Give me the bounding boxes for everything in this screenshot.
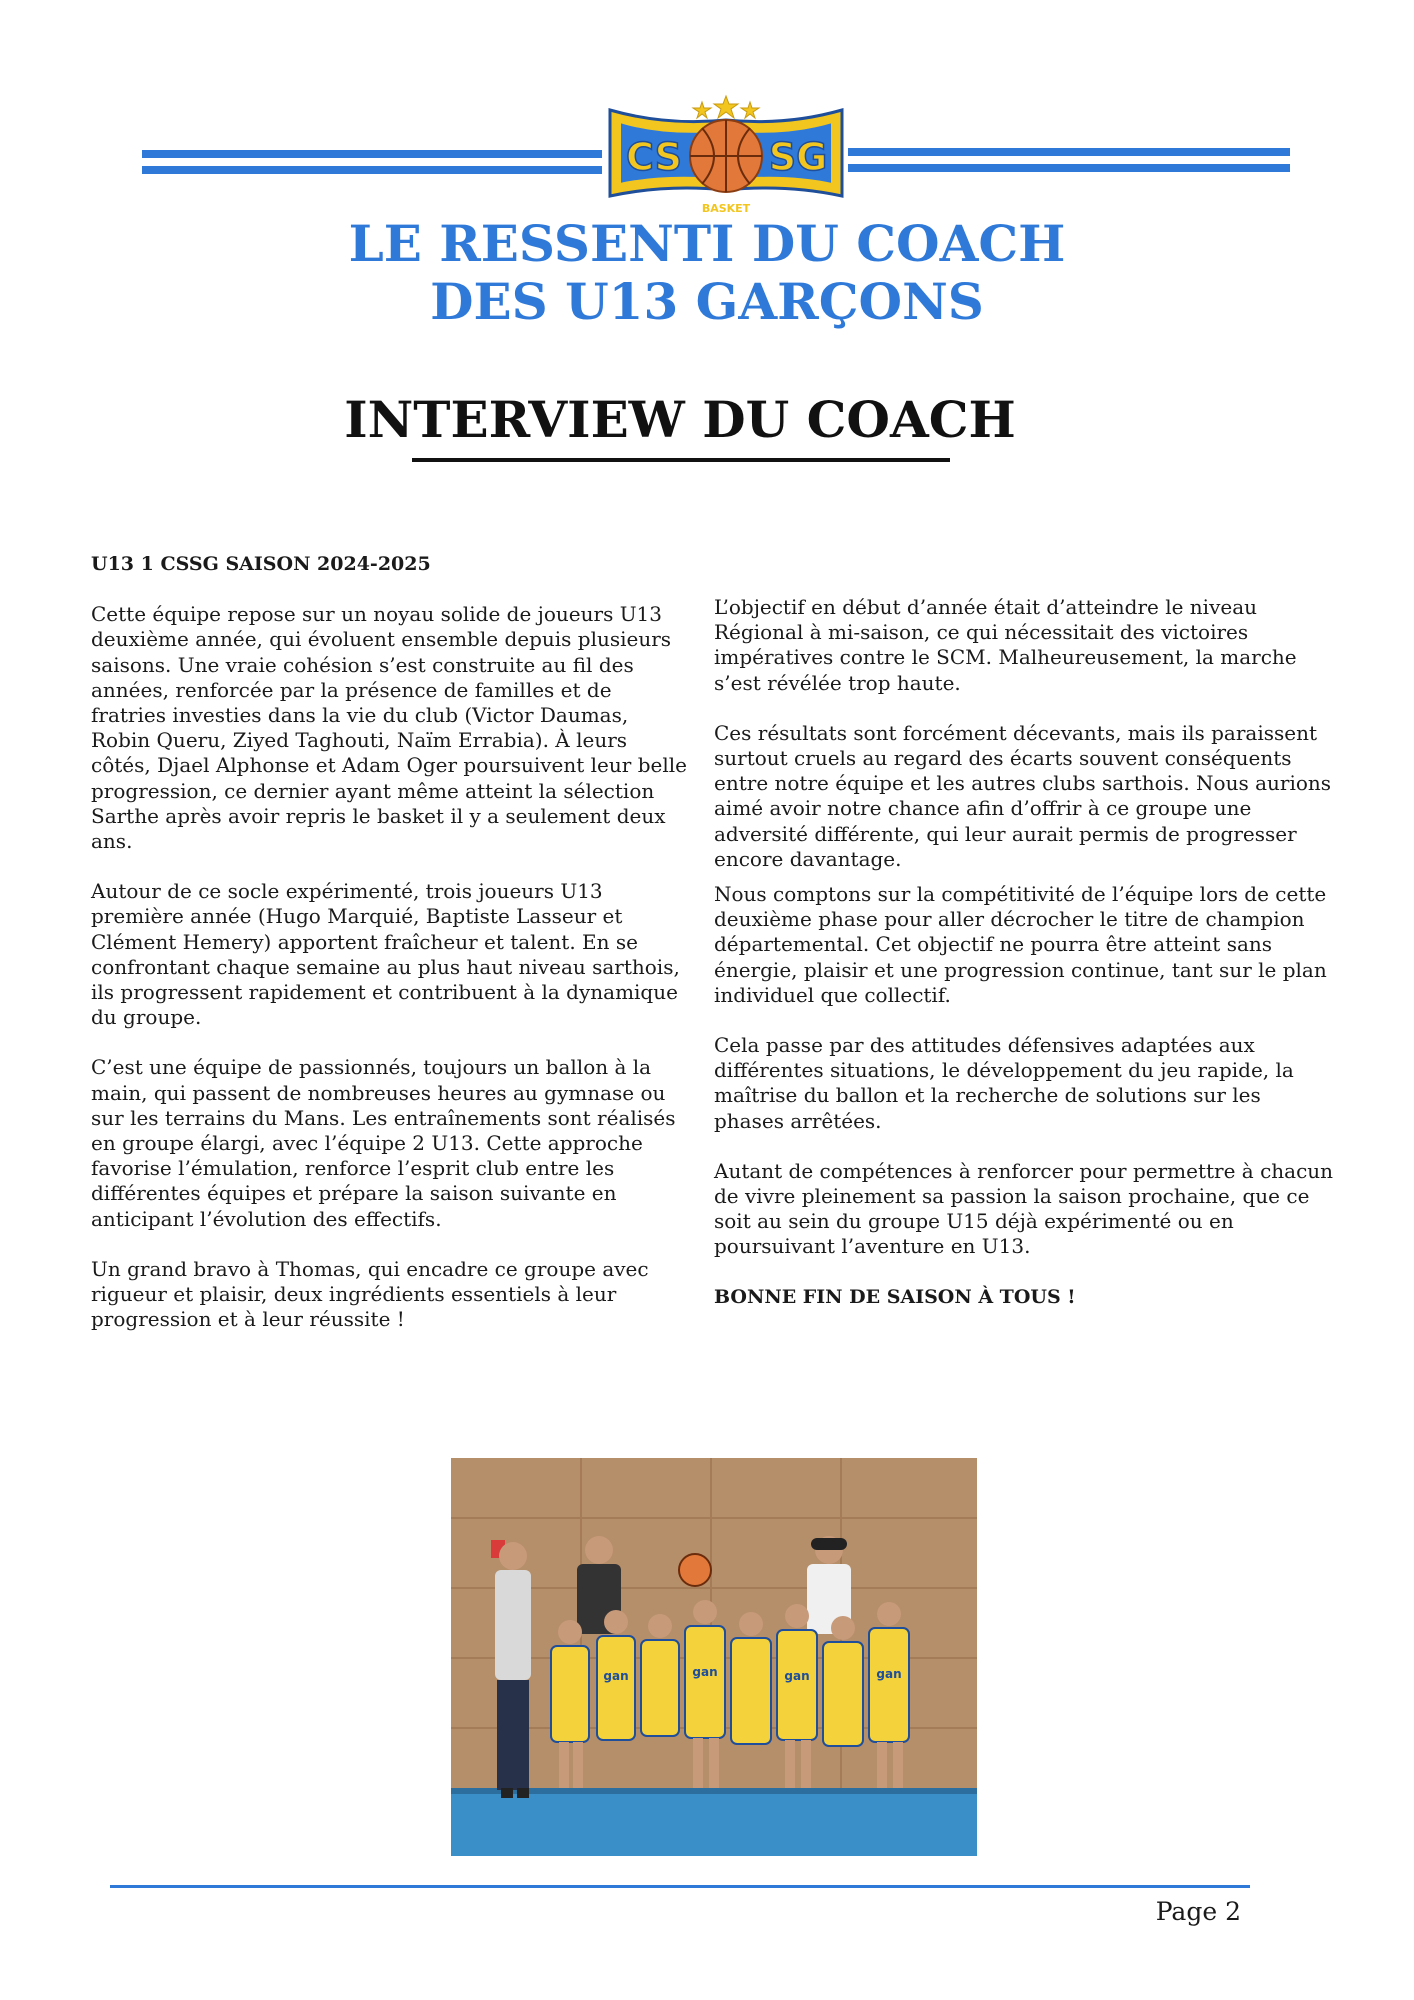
- header-rule-right: [848, 148, 1290, 172]
- logo-text-left: CS: [626, 135, 682, 179]
- paragraph: Un grand bravo à Thomas, qui encadre ce groupe avec rigueur et plaisir, deux ingrédients essentiels à leur progression et à leur réussite !: [91, 1256, 649, 1332]
- page-title-line-2: DES U13 GARÇONS: [430, 272, 984, 331]
- section-title-underline: [412, 458, 950, 462]
- paragraph: Autant de compétences à renforcer pour permettre à chacun de vivre pleinement sa passion la saison prochaine, que ce soit au sein du groupe U15 déjà expérimenté ou en poursuivant l’aventure en U13.: [714, 1158, 1334, 1259]
- paragraph: C’est une équipe de passionnés, toujours un ballon à la main, qui passent de nombreuses heures au gymnase ou sur les terrains du Mans. Les entraînements sont réalisés en groupe élargi, avec l’équipe 2 U13. Cette approche favorise l’émulation, renforce l’esprit club entre les différentes équipes et prépare la saison suivante en anticipant l’évolution des effectifs.: [91, 1055, 676, 1231]
- jersey-logo: gan: [876, 1667, 902, 1681]
- jersey-logo: gan: [603, 1669, 629, 1683]
- page-number: Page 2: [1155, 1897, 1241, 1926]
- paragraph: Nous comptons sur la compétitivité de l’équipe lors de cette deuxième phase pour aller décrocher le titre de champion départemental. Cet objectif ne pourra être atteint sans énergie, plaisir et une progression continue, tant sur le plan individuel que collectif.: [714, 882, 1327, 1007]
- jersey-logo: gan: [784, 1669, 810, 1683]
- paragraph: L’objectif en début d’année était d’atteindre le niveau Régional à mi-saison, ce qui nécessitait des victoires impératives contre le SCM. Malheureusement, la marche s’est révélée trop haute.: [714, 595, 1297, 695]
- article-heading: U13 1 CSSG SAISON 2024-2025: [91, 553, 431, 575]
- article-right-column: [714, 595, 1334, 1310]
- header-rule-left: [142, 150, 602, 174]
- logo-subtext: BASKET: [701, 202, 751, 215]
- page-title-line-1: LE RESSENTI DU COACH: [348, 214, 1066, 273]
- logo-text-right: SG: [768, 135, 828, 179]
- footer-rule: [110, 1885, 1250, 1888]
- paragraph: Cette équipe repose sur un noyau solide de joueurs U13 deuxième année, qui évoluent ensemble depuis plusieurs saisons. Une vraie cohésion s’est construite au fil des années, renforcée par la présence de familles et de fratries investies dans la vie du club (Victor Daumas, Robin Queru, Ziyed Taghouti, Naïm Errabia). À leurs côtés, Djael Alphonse et Adam Oger poursuivent leur belle progression, ce dernier ayant même atteint la sélection Sarthe après avoir repris le basket il y a seulement deux ans.: [91, 602, 687, 854]
- team-photo: [451, 1458, 977, 1856]
- section-title: INTERVIEW DU COACH: [344, 390, 1016, 449]
- club-logo: [606, 92, 846, 220]
- article-left-column: [91, 552, 691, 1332]
- paragraph: Cela passe par des attitudes défensives adaptées aux différentes situations, le développement du jeu rapide, la maîtrise du ballon et la recherche de solutions sur les phases arrêtées.: [714, 1033, 1294, 1133]
- paragraph: Autour de ce socle expérimenté, trois joueurs U13 première année (Hugo Marquié, Baptiste Lasseur et Clément Hemery) apportent fraîcheur et talent. En se confrontant chaque semaine au plus haut niveau sarthois, ils progressent rapidement et contribuent à la dynamique du groupe.: [91, 879, 680, 1030]
- jersey-logo: gan: [692, 1665, 718, 1679]
- paragraph: Ces résultats sont forcément décevants, mais ils paraissent surtout cruels au regard des écarts souvent conséquents entre notre équipe et les autres clubs sarthois. Nous aurions aimé avoir notre chance afin d’offrir à ce groupe une adversité différente, qui leur aurait permis de progresser encore davantage.: [714, 720, 1332, 871]
- closing-line: BONNE FIN DE SAISON À TOUS !: [714, 1285, 1076, 1308]
